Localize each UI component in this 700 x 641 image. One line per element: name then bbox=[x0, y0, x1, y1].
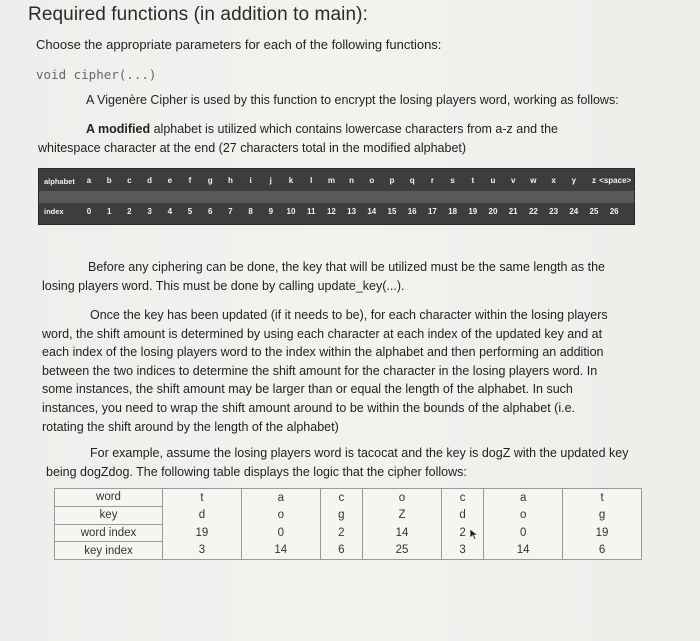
table-row bbox=[55, 542, 642, 560]
instructions-subheading: Choose the appropriate parameters for each of the following functions: bbox=[36, 37, 442, 52]
alphabet-letter-cell: k bbox=[288, 176, 294, 185]
cell: t bbox=[563, 489, 642, 507]
alphabet-index-table bbox=[38, 168, 635, 225]
cell: 3 bbox=[441, 542, 483, 560]
index-number-cell: 22 bbox=[528, 207, 538, 216]
index-number-cell: 16 bbox=[407, 207, 417, 216]
alphabet-letter-cell: m bbox=[327, 176, 335, 185]
index-number-cell: 6 bbox=[207, 207, 213, 216]
alphabet-letter-cell: e bbox=[167, 176, 173, 185]
index-number-cell: 3 bbox=[147, 207, 152, 216]
function-signature: void cipher(...) bbox=[36, 67, 157, 82]
cell: a bbox=[484, 489, 563, 507]
index-number-cell: 18 bbox=[448, 207, 458, 216]
alphabet-letter-cell: n bbox=[349, 176, 355, 185]
cell: o bbox=[241, 506, 320, 524]
alphabet-letter-cell: <space> bbox=[599, 176, 632, 185]
index-number-cell: 8 bbox=[248, 207, 253, 216]
shift-line: rotating the shift around by the length of the alphabet) bbox=[42, 419, 339, 434]
index-number-cell: 0 bbox=[86, 207, 92, 216]
alphabet-letter-cell: x bbox=[551, 176, 556, 185]
alphabet-letter-cell: y bbox=[571, 176, 577, 185]
table-row bbox=[55, 489, 642, 507]
alphabet-letter-cell: a bbox=[86, 176, 92, 185]
table-row bbox=[55, 524, 642, 542]
alphabet-row-label: alphabet bbox=[44, 177, 75, 186]
page-title: Required functions (in addition to main): bbox=[28, 4, 368, 25]
shift-line: word, the shift amount is determined by using each character at each index of the updated key and at bbox=[42, 326, 603, 341]
index-number-cell: 5 bbox=[187, 207, 193, 216]
cell: c bbox=[441, 489, 483, 507]
shift-line: instances, you need to wrap the shift amount around to be within the bounds of the alphabet (i.e. bbox=[42, 400, 575, 415]
index-number-cell: 1 bbox=[106, 207, 112, 216]
alphabet-letter-cell: f bbox=[188, 176, 192, 185]
cell: d bbox=[163, 506, 242, 524]
alphabet-letter-cell: p bbox=[389, 176, 395, 185]
index-number-cell: 21 bbox=[508, 207, 518, 216]
cell: c bbox=[320, 489, 362, 507]
modified-alphabet-paragraph bbox=[38, 120, 638, 158]
alphabet-letter-cell: s bbox=[450, 176, 455, 185]
cell: g bbox=[563, 506, 642, 524]
index-number-cell: 2 bbox=[127, 207, 132, 216]
table-separator bbox=[39, 191, 634, 203]
modified-line1: alphabet is utilized which contains lowercase characters from a-z and the bbox=[150, 122, 558, 136]
cell: 14 bbox=[363, 524, 442, 542]
alphabet-letter-cell: l bbox=[310, 176, 313, 185]
index-number-cell: 11 bbox=[306, 207, 316, 216]
cell: 3 bbox=[163, 542, 242, 560]
index-number-cell: 4 bbox=[167, 207, 173, 216]
cell: o bbox=[363, 489, 442, 507]
row-label-word-index: word index bbox=[55, 524, 163, 542]
alphabet-letter-cell: r bbox=[430, 176, 434, 185]
cell: 19 bbox=[163, 524, 242, 542]
cell: 25 bbox=[363, 542, 442, 560]
table-row bbox=[55, 506, 642, 524]
shift-paragraph bbox=[42, 306, 640, 436]
index-number-cell: 24 bbox=[569, 207, 579, 216]
cell: d bbox=[441, 506, 483, 524]
cell: t bbox=[163, 489, 242, 507]
index-number-cell: 10 bbox=[286, 207, 296, 216]
alphabet-letter-cell: d bbox=[147, 176, 153, 185]
example-line2: being dogZdog. The following table displays the logic that the cipher follows: bbox=[46, 465, 467, 479]
cell: 14 bbox=[484, 542, 563, 560]
alphabet-letter-cell: u bbox=[490, 176, 496, 185]
modified-line2: whitespace character at the end (27 characters total in the modified alphabet) bbox=[38, 141, 467, 155]
index-number-cell: 12 bbox=[326, 207, 336, 216]
alphabet-letter-cell: g bbox=[207, 176, 213, 185]
index-number-cell: 17 bbox=[427, 207, 437, 216]
index-number-cell: 25 bbox=[589, 207, 599, 216]
cell: 6 bbox=[563, 542, 642, 560]
key-line2: losing players word. This must be done by calling update_key(...). bbox=[42, 279, 405, 293]
cell: 2 bbox=[320, 524, 362, 542]
index-number-cell: 7 bbox=[228, 207, 233, 216]
alphabet-letter-cell: z bbox=[592, 176, 596, 185]
example-paragraph bbox=[46, 444, 646, 482]
cell: g bbox=[320, 506, 362, 524]
index-number-cell: 9 bbox=[268, 207, 274, 216]
cipher-logic-table bbox=[54, 488, 642, 560]
alphabet-letter-cell: b bbox=[106, 176, 112, 185]
modified-bold-text: A modified bbox=[86, 122, 151, 136]
row-label-word: word bbox=[55, 489, 163, 507]
alphabet-letter-cell: i bbox=[249, 176, 252, 185]
example-line1: For example, assume the losing players word is tacocat and the key is dogZ with the updated key bbox=[90, 446, 629, 460]
alphabet-letter-cell: c bbox=[127, 176, 132, 185]
alphabet-letter-cell: t bbox=[471, 176, 475, 185]
cell: 14 bbox=[241, 542, 320, 560]
shift-line: Once the key has been updated (if it needs to be), for each character within the losing players bbox=[90, 308, 608, 322]
alphabet-letter-cell: j bbox=[269, 176, 272, 185]
key-line1: Before any ciphering can be done, the key that will be utilized must be the same length as the bbox=[88, 260, 605, 274]
index-number-cell: 23 bbox=[549, 207, 559, 216]
index-number-cell: 13 bbox=[347, 207, 357, 216]
alphabet-letter-cell: o bbox=[369, 176, 375, 185]
cell: 0 bbox=[484, 524, 563, 542]
cell: Z bbox=[363, 506, 442, 524]
cell: o bbox=[484, 506, 563, 524]
alphabet-letter-cell: h bbox=[227, 176, 233, 185]
alphabet-letter-cell: q bbox=[409, 176, 415, 185]
cell: 0 bbox=[241, 524, 320, 542]
row-label-key-index: key index bbox=[55, 542, 163, 560]
index-number-cell: 15 bbox=[387, 207, 397, 216]
mouse-pointer-icon bbox=[469, 528, 479, 540]
cell: 6 bbox=[320, 542, 362, 560]
alphabet-letter-cell: w bbox=[530, 176, 537, 185]
key-paragraph bbox=[42, 258, 640, 296]
index-number-cell: 14 bbox=[367, 207, 377, 216]
intro-paragraph: A Vigenère Cipher is used by this function to encrypt the losing players word, working as follows: bbox=[86, 93, 619, 107]
index-number-cell: 26 bbox=[609, 207, 619, 216]
shift-line: some instances, the shift amount may be larger than or equal the length of the alphabet. In such bbox=[42, 382, 573, 397]
shift-line: between the two indices to determine the shift amount for the character in the losing players word. In bbox=[42, 363, 598, 378]
index-row-label: index bbox=[44, 207, 64, 216]
index-number-cell: 19 bbox=[468, 207, 478, 216]
cell: 2 bbox=[441, 524, 483, 542]
cell: a bbox=[241, 489, 320, 507]
cell: 19 bbox=[563, 524, 642, 542]
alphabet-letter-cell: v bbox=[510, 176, 516, 185]
row-label-key: key bbox=[55, 506, 163, 524]
shift-line: each index of the losing players word to the index within the alphabet and then performing an addition bbox=[42, 345, 604, 360]
index-number-cell: 20 bbox=[488, 207, 498, 216]
